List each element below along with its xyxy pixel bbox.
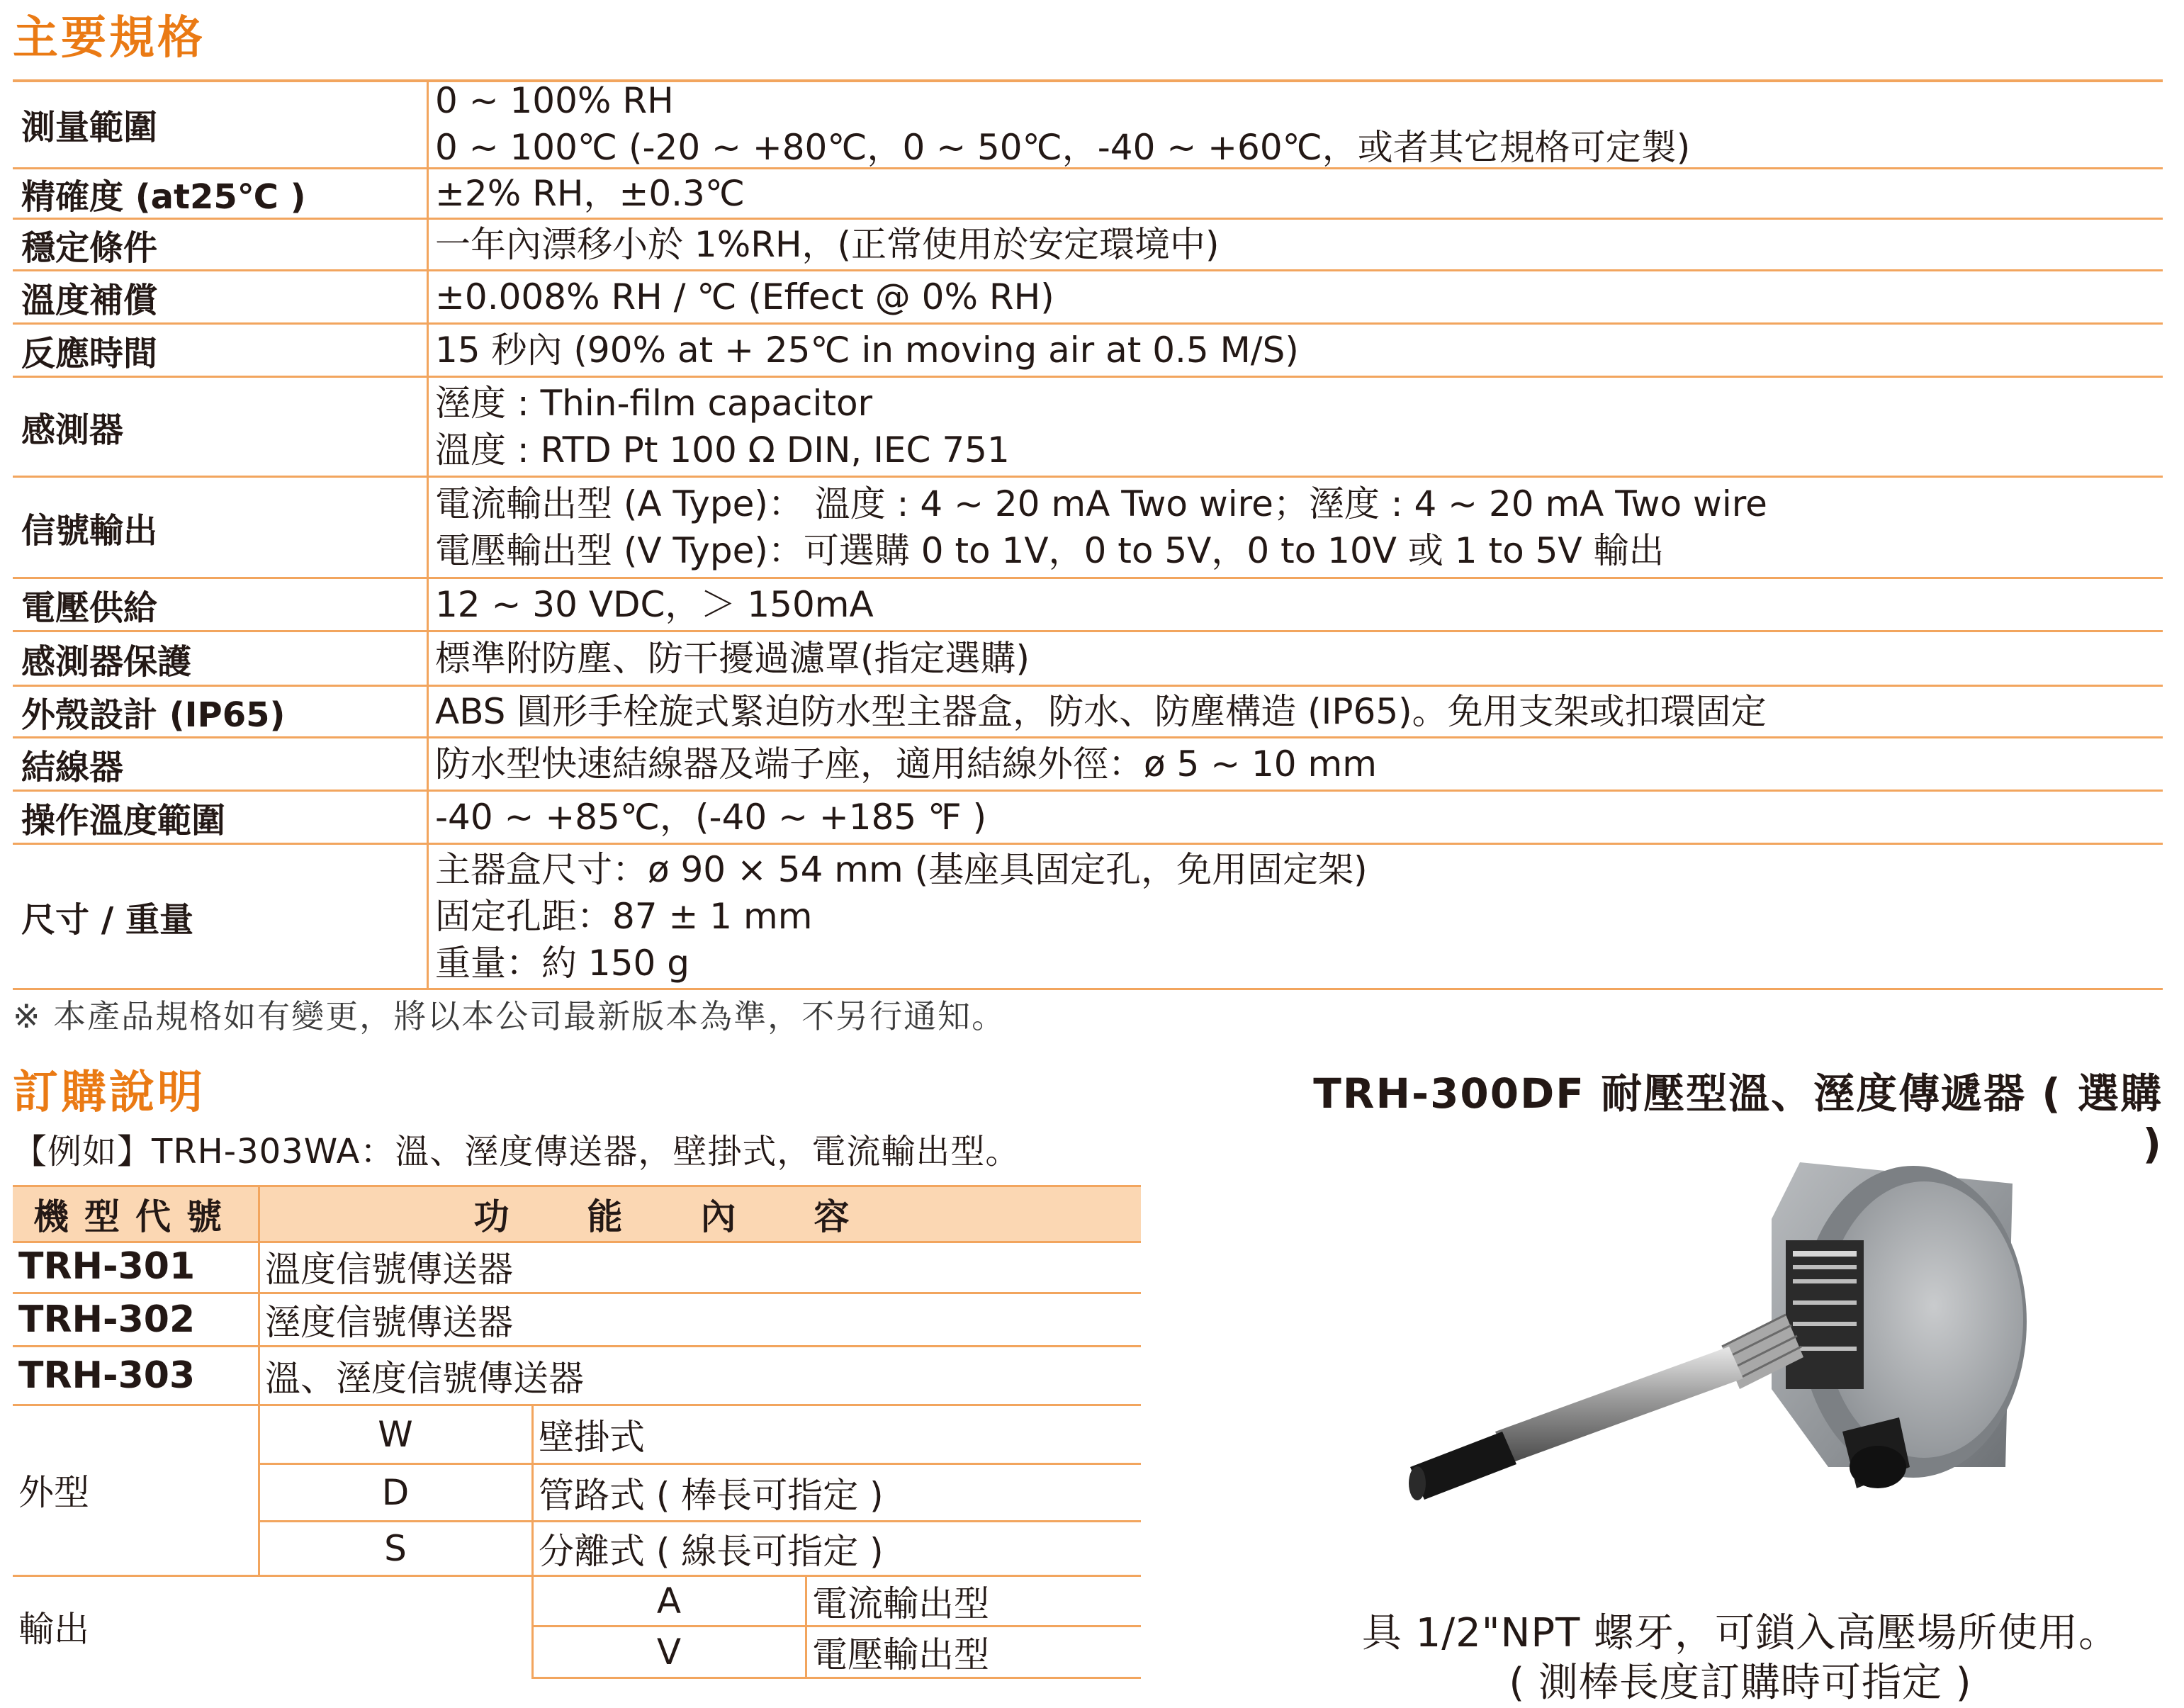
spec-value-line: -40 ~ +85℃，(-40 ~ +185 ℉ ) bbox=[435, 797, 987, 838]
spec-value-line: 重量：約 150 g bbox=[435, 943, 689, 984]
spec-row bbox=[13, 632, 2163, 687]
spec-value-line: ±0.008% RH / ℃ (Effect @ 0% RH) bbox=[435, 276, 1054, 318]
order-table-header bbox=[13, 1185, 1141, 1243]
spec-value-line: ±2% RH，±0.3℃ bbox=[435, 173, 745, 214]
spec-row bbox=[13, 325, 2163, 378]
spec-row bbox=[13, 579, 2163, 632]
spec-value-line: 12 ~ 30 VDC，＞ 150mA bbox=[435, 584, 874, 625]
shape-code: D bbox=[381, 1472, 410, 1513]
sensor-tip bbox=[1410, 1432, 1516, 1500]
model-code: TRH-303 bbox=[18, 1354, 196, 1397]
spec-value bbox=[435, 579, 2163, 630]
shape-desc: 管路式 ( 棒長可指定 ) bbox=[539, 1475, 884, 1516]
spec-value-line: 15 秒內 (90% at + 25℃ in moving air at 0.5 M/S) bbox=[435, 330, 1299, 371]
optional-product-title: TRH-300DF 耐壓型溫、溼度傳遞器 ( 選購 ) bbox=[1313, 1069, 2163, 1168]
output-code: V bbox=[656, 1631, 682, 1673]
spec-value bbox=[435, 792, 2163, 843]
spec-row bbox=[13, 271, 2163, 325]
product-caption-line2: ( 測棒長度訂購時可指定 ) bbox=[1509, 1660, 1972, 1706]
spec-value bbox=[435, 632, 2163, 685]
model-code: TRH-302 bbox=[18, 1298, 196, 1341]
spec-row bbox=[13, 220, 2163, 271]
spec-label: 電壓供給 bbox=[21, 588, 158, 628]
probe-rod bbox=[1495, 1347, 1743, 1463]
spec-value bbox=[435, 378, 2163, 476]
shape-desc: 壁掛式 bbox=[539, 1417, 645, 1458]
spec-value-line: ABS 圓形手栓旋式緊迫防水型主器盒，防水、防塵構造 (IP65)。免用支架或扣環固定 bbox=[435, 691, 1767, 732]
spec-value bbox=[435, 271, 2163, 322]
output-desc: 電壓輸出型 bbox=[812, 1634, 989, 1675]
spec-value-line: 溫度 : RTD Pt 100 Ω DIN, IEC 751 bbox=[435, 429, 1010, 471]
shape-label: 外型 bbox=[18, 1472, 89, 1513]
spec-value-line: 溼度 : Thin-film capacitor bbox=[435, 383, 873, 424]
spec-row bbox=[13, 169, 2163, 220]
spec-row bbox=[13, 792, 2163, 845]
spec-label: 操作溫度範圍 bbox=[21, 800, 226, 841]
spec-label: 精確度 (at25℃ ) bbox=[21, 176, 306, 217]
spec-value bbox=[435, 220, 2163, 269]
shape-code: W bbox=[378, 1414, 413, 1455]
model-desc: 溼度信號傳送器 bbox=[265, 1302, 513, 1343]
spec-value-line: 固定孔距：87 ± 1 mm bbox=[435, 896, 813, 937]
model-desc: 溫、溼度信號傳送器 bbox=[265, 1358, 584, 1399]
spec-value-line: 一年內漂移小於 1%RH，(正常使用於安定環境中) bbox=[435, 224, 1220, 265]
shape-code: S bbox=[384, 1528, 407, 1569]
spec-row bbox=[13, 738, 2163, 792]
spec-label: 信號輸出 bbox=[21, 510, 158, 551]
spec-table bbox=[13, 81, 2163, 990]
spec-label: 尺寸 / 重量 bbox=[21, 899, 193, 940]
spec-value-line: 防水型快速結線器及端子座，適用結線外徑：ø 5 ~ 10 mm bbox=[435, 743, 1377, 785]
spec-disclaimer-note: ※ 本產品規格如有變更，將以本公司最新版本為準，不另行通知。 bbox=[13, 997, 1006, 1035]
transmitter-product-image bbox=[1389, 1134, 2027, 1545]
spec-value-line: 主器盒尺寸：ø 90 × 54 mm (基座具固定孔，免用固定架) bbox=[435, 849, 1368, 890]
spec-value bbox=[435, 81, 2163, 167]
spec-value-line: 0 ~ 100% RH bbox=[435, 80, 674, 121]
model-code: TRH-301 bbox=[18, 1245, 196, 1288]
spec-row bbox=[13, 378, 2163, 478]
label-plate bbox=[1786, 1240, 1864, 1389]
spec-value-line: 標準附防塵、防干擾過濾罩(指定選購) bbox=[435, 638, 1030, 679]
header-model-code: 機型代號 bbox=[33, 1196, 237, 1237]
order-table bbox=[13, 1185, 1141, 1681]
order-example: 【例如】TRH-303WA：溫、溼度傳送器，壁掛式，電流輸出型。 bbox=[13, 1132, 1020, 1172]
spec-row bbox=[13, 81, 2163, 169]
spec-label: 穩定條件 bbox=[21, 227, 158, 268]
order-section-title: 訂購說明 bbox=[13, 1067, 206, 1119]
output-desc: 電流輸出型 bbox=[812, 1583, 989, 1624]
spec-row bbox=[13, 478, 2163, 579]
spec-label: 結線器 bbox=[21, 747, 124, 787]
output-code: A bbox=[656, 1580, 682, 1622]
spec-row bbox=[13, 845, 2163, 990]
spec-section-title: 主要規格 bbox=[13, 12, 206, 64]
spec-value bbox=[435, 169, 2163, 218]
spec-value bbox=[435, 325, 2163, 376]
spec-row bbox=[13, 687, 2163, 738]
spec-value-line: 0 ~ 100℃ (-20 ~ +80℃，0 ~ 50℃，-40 ~ +60℃，或者其它規格可定製) bbox=[435, 127, 1691, 168]
spec-value bbox=[435, 738, 2163, 790]
spec-label: 外殼設計 (IP65) bbox=[21, 695, 286, 735]
spec-label: 感測器保護 bbox=[21, 641, 192, 682]
spec-value bbox=[435, 478, 2163, 577]
output-label: 輸出 bbox=[18, 1609, 89, 1650]
spec-label: 測量範圍 bbox=[21, 107, 158, 147]
spec-value-line: 電流輸出型 (A Type)： 溫度 : 4 ~ 20 mA Two wire；溼度 : 4 ~ 20 mA Two wire bbox=[435, 483, 1767, 524]
spec-label: 溫度補償 bbox=[21, 280, 158, 320]
spec-value-line: 電壓輸出型 (V Type)：可選購 0 to 1V，0 to 5V，0 to 10V 或 1 to 5V 輸出 bbox=[435, 530, 1665, 571]
model-desc: 溫度信號傳送器 bbox=[265, 1249, 513, 1290]
spec-label: 反應時間 bbox=[21, 333, 158, 373]
spec-value bbox=[435, 687, 2163, 736]
shape-desc: 分離式 ( 線長可指定 ) bbox=[539, 1531, 884, 1572]
spec-value bbox=[435, 845, 2163, 988]
header-function: 功能內容 bbox=[258, 1187, 1141, 1241]
spec-label: 感測器 bbox=[21, 410, 124, 450]
product-caption-line1: 具 1/2"NPT 螺牙，可鎖入高壓場所使用。 bbox=[1361, 1610, 2120, 1656]
